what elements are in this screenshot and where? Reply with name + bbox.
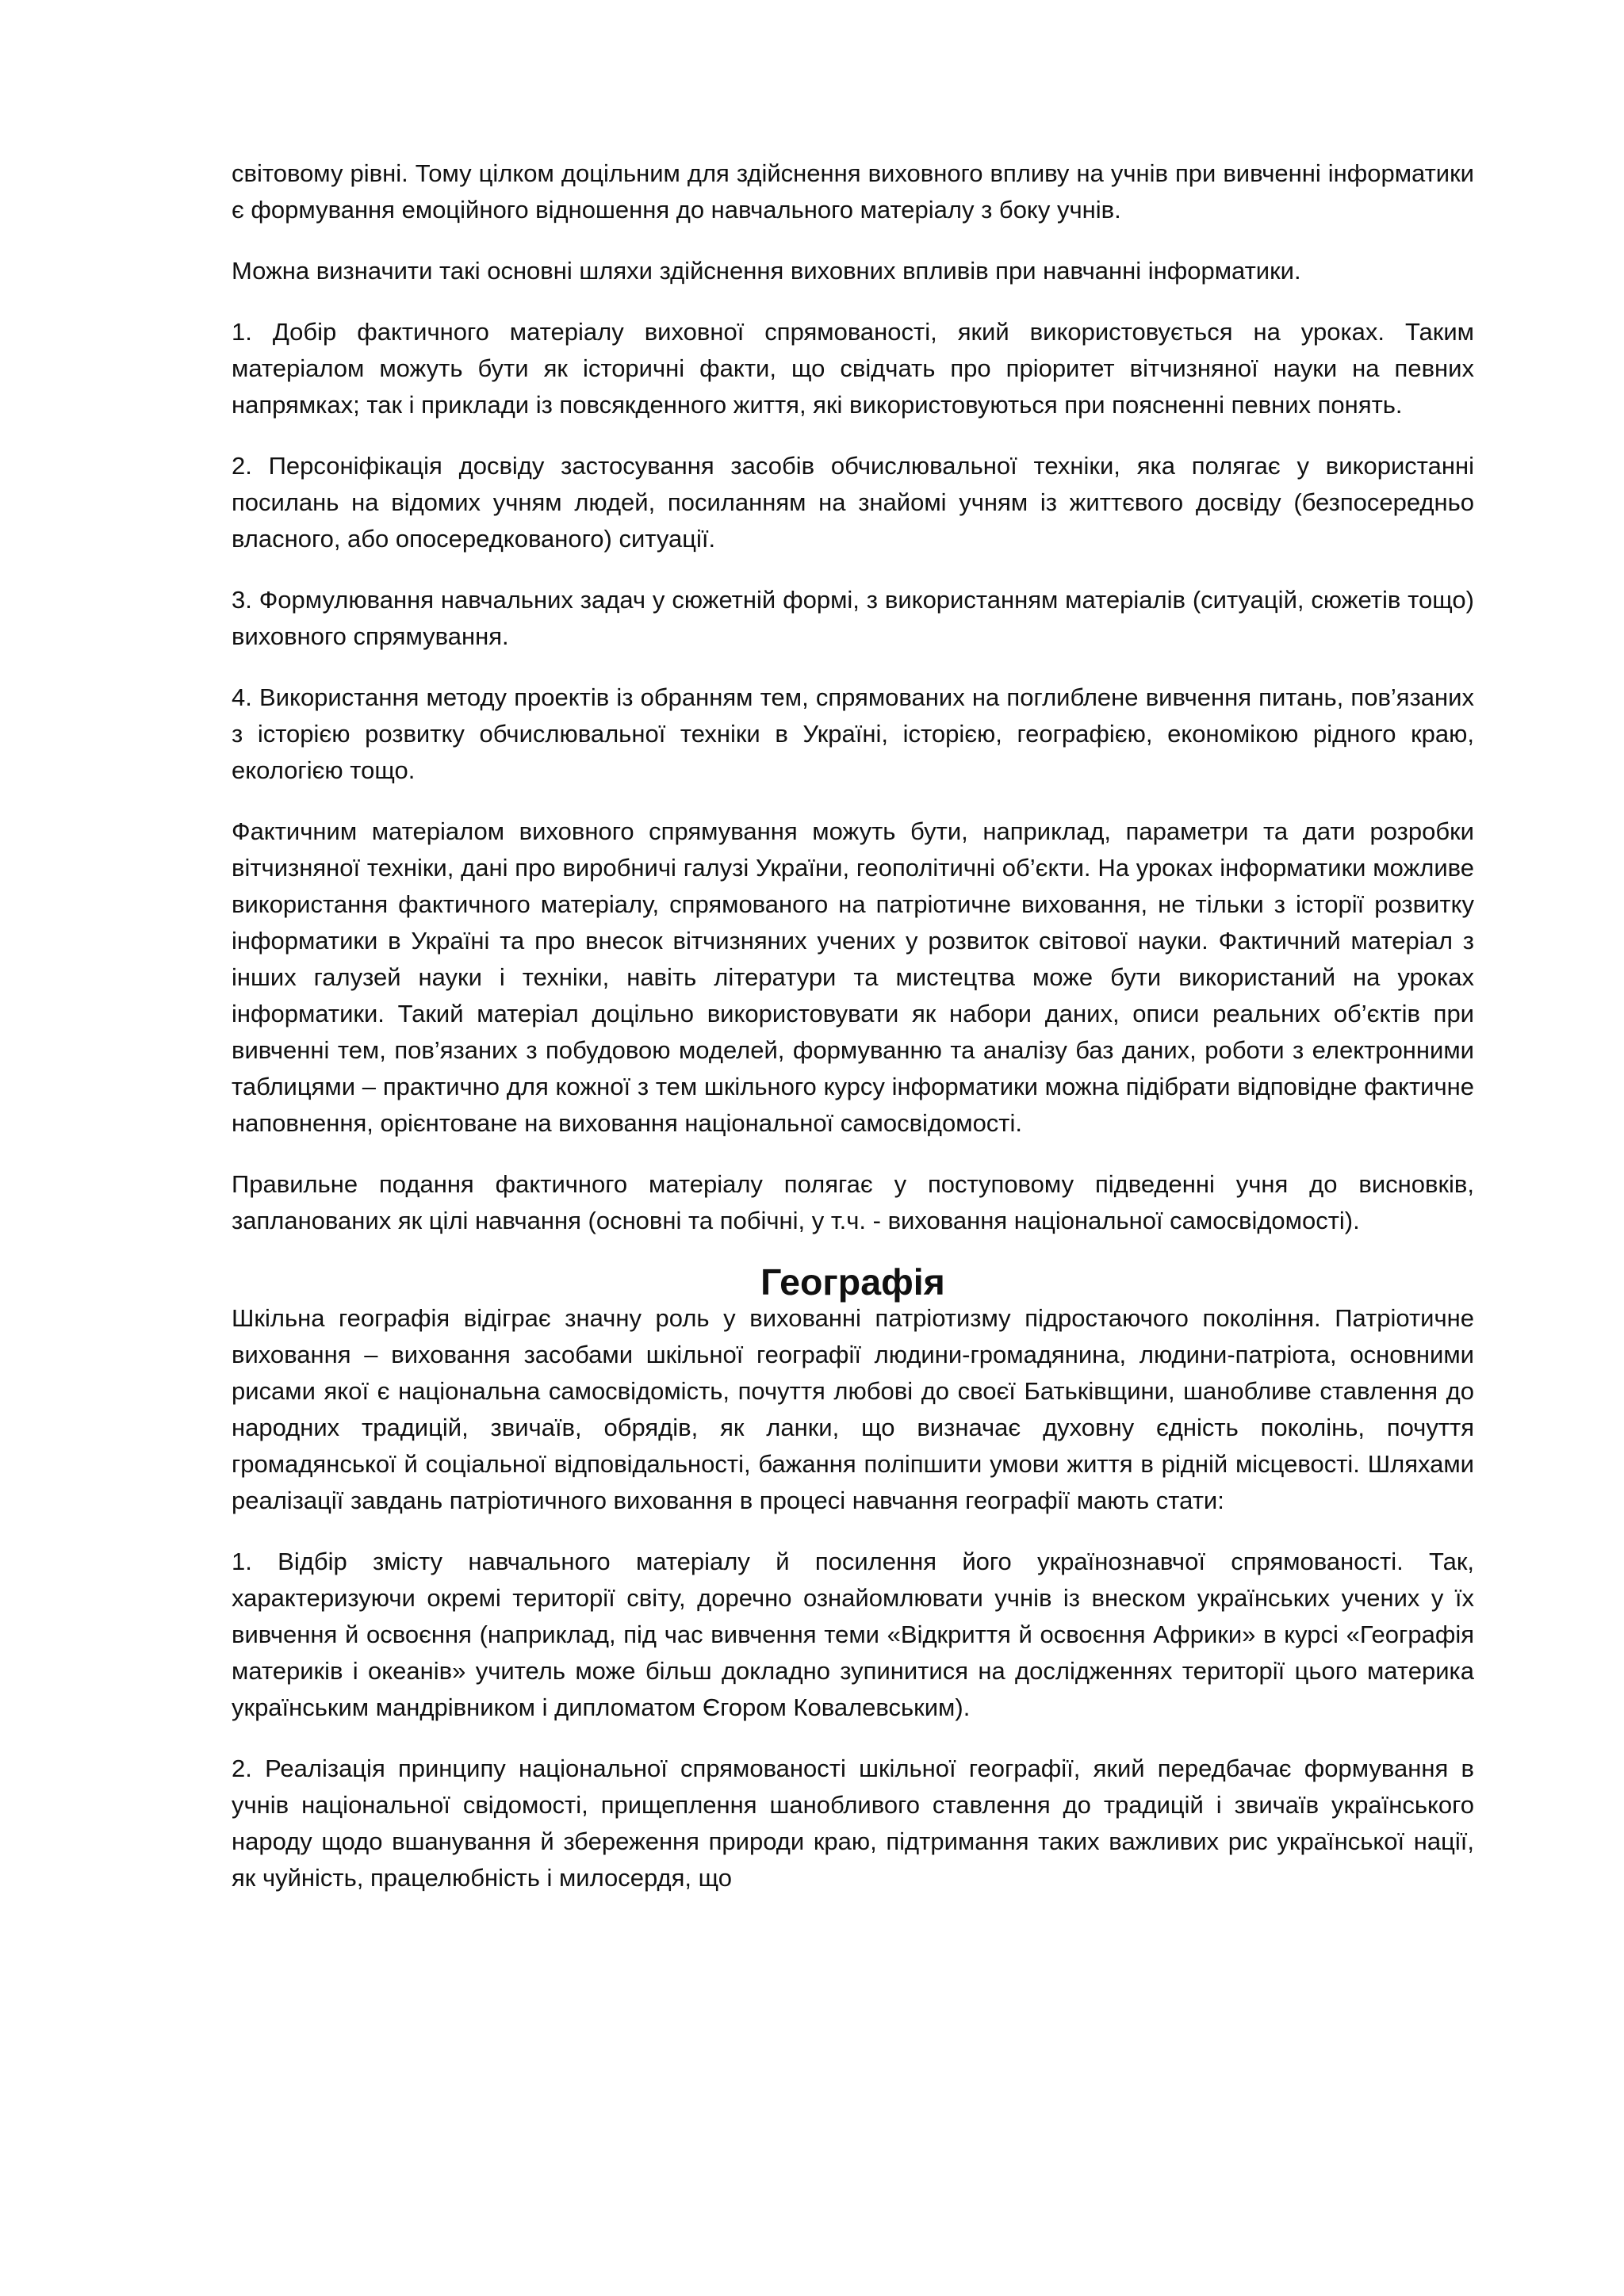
paragraph: 1. Добір фактичного матеріалу виховної спрямованості, який використовується на уроках. Таким матеріалом можуть бути як історичні факти, що свідчать про пріоритет вітчизняної науки на певних напрямках; так і приклади із повсякденного життя, які використовуються при поясненні певних понять. bbox=[232, 318, 1474, 419]
paragraph: Можна визначити такі основні шляхи здійснення виховних впливів при навчанні інформатики. bbox=[232, 257, 1301, 285]
paragraph: 2. Реалізація принципу національної спрямованості шкільної географії, який передбачає формування в учнів національної свідомості, прищеплення шанобливого ставлення до традицій і звичаїв українського народу щодо вшанування й збереження природи краю, підтримання таких важливих рис української нації, як чуйність, працелюбність і милосердя, що bbox=[232, 1755, 1474, 1892]
paragraph: Шкільна географія відіграє значну роль у вихованні патріотизму підростаючого покоління. Патріотичне виховання – виховання засобами шкільної географії людини-громадянина, людини-патріота, основними рисами якої є національна самосвідомість, почуття любові до своєї Батьківщини, шанобливе ставлення до народних традицій, звичаїв, обрядів, як ланки, що визначає духовну єдність поколінь, почуття громадянської й соціальної відповідальності, бажання поліпшити умови життя в рідній місцевості. Шляхами реалізації завдань патріотичного виховання в процесі навчання географії мають стати: bbox=[232, 1304, 1474, 1514]
paragraph: Правильне подання фактичного матеріалу полягає у поступовому підведенні учня до висновків, запланованих як цілі навчання (основні та побічні, у т.ч. - виховання національної самосвідомості). bbox=[232, 1170, 1474, 1234]
document-page bbox=[232, 155, 1474, 1921]
paragraph: 2. Персоніфікація досвіду застосування засобів обчислювальної техніки, яка полягає у використанні посилань на відомих учням людей, посиланням на знайомі учням із життєвого досвіду (безпосередньо власного, або опосередкованого) ситуації. bbox=[232, 452, 1474, 553]
paragraph: 3. Формулювання навчальних задач у сюжетній формі, з використанням матеріалів (ситуацій, сюжетів тощо) виховного спрямування. bbox=[232, 586, 1474, 650]
section-heading: Географія bbox=[760, 1261, 945, 1303]
paragraph: 4. Використання методу проектів із обранням тем, спрямованих на поглиблене вивчення питань, пов’язаних з історією розвитку обчислювальної техніки в Україні, історією, географією, економікою рідного краю, екологією тощо. bbox=[232, 683, 1474, 784]
paragraph: Фактичним матеріалом виховного спрямування можуть бути, наприклад, параметри та дати розробки вітчизняної техніки, дані про виробничі галузі України, геополітичні об’єкти. На уроках інформатики можливе використання фактичного матеріалу, спрямованого на патріотичне виховання, не тільки з історії розвитку інформатики в Україні та про внесок вітчизняних учених у розвиток світової науки. Фактичний матеріал з інших галузей науки і техніки, навіть літератури та мистецтва може бути використаний на уроках інформатики. Такий матеріал доцільно використовувати як набори даних, описи реальних об’єктів при вивченні тем, пов’язаних з побудовою моделей, формуванню та аналізу баз даних, роботи з електронними таблицями – практично для кожної з тем шкільного курсу інформатики можна підібрати відповідне фактичне наповнення, орієнтоване на виховання національної самосвідомості. bbox=[232, 817, 1474, 1137]
paragraph: 1. Відбір змісту навчального матеріалу й посилення його українознавчої спрямованості. Так, характеризуючи окремі території світу, доречно ознайомлювати учнів із внеском українських учених у їх вивчення й освоєння (наприклад, під час вивчення теми «Відкриття й освоєння Африки» в курсі «Географія материків і океанів» учитель може більш докладно зупинитися на дослідженнях території цього материка українським мандрівником і дипломатом Єгором Ковалевським). bbox=[232, 1548, 1474, 1721]
paragraph: світовому рівні. Тому цілком доцільним для здійснення виховного впливу на учнів при вивченні інформатики є формування емоційного відношення до навчального матеріалу з боку учнів. bbox=[232, 159, 1474, 224]
